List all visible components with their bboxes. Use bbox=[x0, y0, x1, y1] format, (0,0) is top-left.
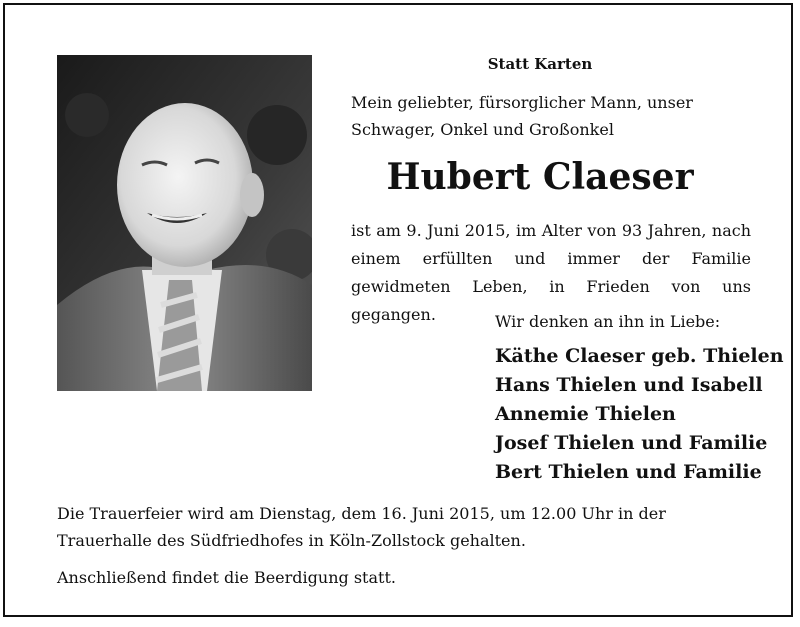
passing-text: ist am 9. Juni 2015, im Alter von 93 Jahren, nach einem erfüllten und immer der Familie gewidmeten Leben, in Frieden von uns gegangen. bbox=[351, 221, 751, 324]
service-text: Die Trauerfeier wird am Dienstag, dem 16. Juni 2015, um 12.00 Uhr in der Trauerhalle des Südfriedhofes in Köln-Zollstock gehalten. bbox=[57, 504, 666, 550]
mourner-name: Hans Thielen und Isabell bbox=[495, 374, 763, 396]
remembrance-line: Wir denken an ihn in Liebe: bbox=[495, 312, 721, 331]
service-info bbox=[57, 500, 757, 591]
obituary-card bbox=[3, 3, 793, 617]
portrait-photo bbox=[57, 55, 312, 391]
mourner-name: Bert Thielen und Familie bbox=[495, 461, 762, 483]
mourner-name: Annemie Thielen bbox=[495, 403, 676, 425]
mourner-name: Käthe Claeser geb. Thielen bbox=[495, 345, 784, 367]
burial-text: Anschließend findet die Beerdigung statt. bbox=[57, 568, 396, 587]
header-statt-karten: Statt Karten bbox=[487, 55, 593, 73]
deceased-name: Hubert Claeser bbox=[386, 156, 694, 198]
mourners-list bbox=[495, 342, 784, 487]
intro-text: Mein geliebter, fürsorglicher Mann, unser Schwager, Onkel und Großonkel bbox=[351, 93, 693, 139]
mourner-name: Josef Thielen und Familie bbox=[495, 432, 768, 454]
